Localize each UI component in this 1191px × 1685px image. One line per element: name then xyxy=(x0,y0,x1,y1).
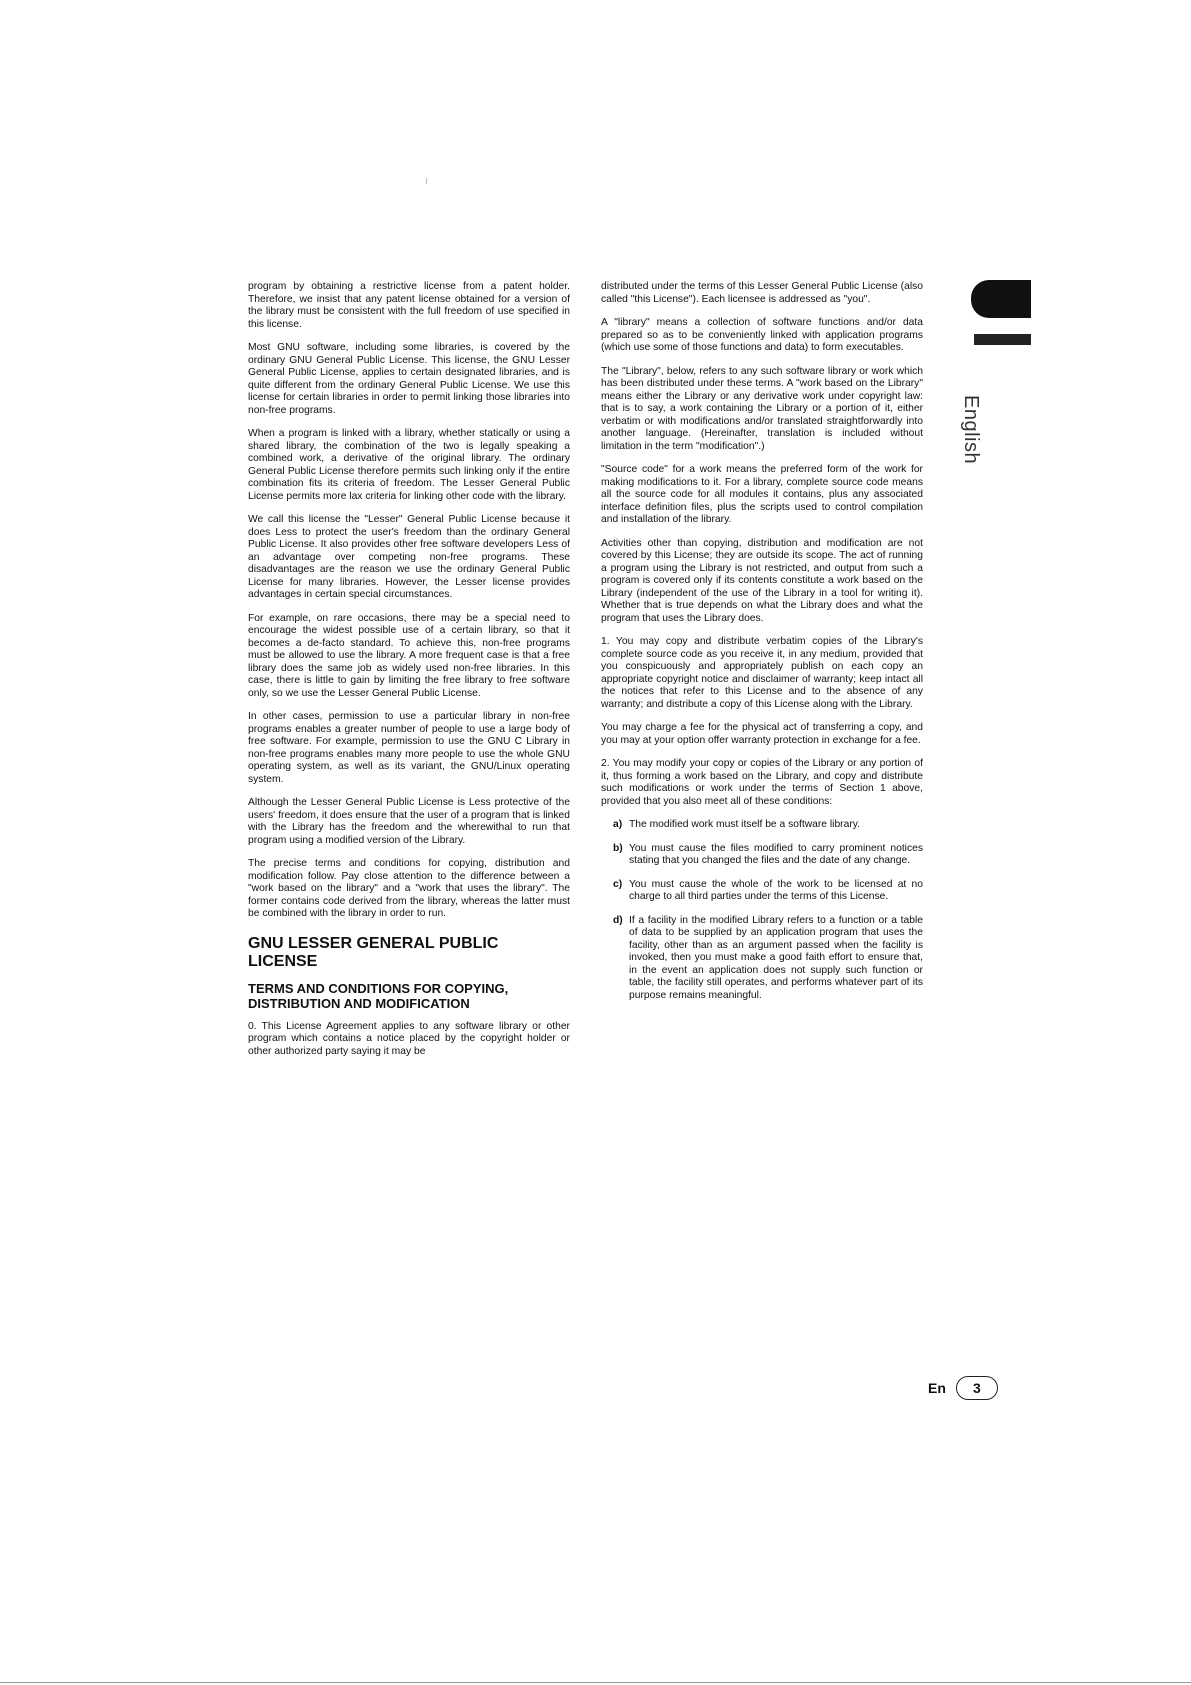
section-bar-marker xyxy=(974,334,1031,345)
paragraph: 1. You may copy and distribute verbatim copies of the Library's complete source code as you receive it, in any medium, provided that you conspicuously and appropriately publish on each copy an appropriate copyright notice and disclaimer of warranty; keep intact all the notices that refer to this License and to the absence of any warranty; and distribute a copy of this License along with the Library. xyxy=(601,636,923,710)
list-item xyxy=(601,843,923,868)
paragraph: When a program is linked with a library, whether statically or using a shared library, the combination of the two is legally speaking a combined work, a derivative of the original library. The ordinary General Public License therefore permits such linking only if the entire combination fits its criteria of freedom. The Lesser General Public License permits more lax criteria for linking other code with the library. xyxy=(248,428,570,502)
condition-label: a) xyxy=(613,819,623,830)
list-item xyxy=(601,819,923,832)
paragraph: You may charge a fee for the physical act of transferring a copy, and you may at your option offer warranty protection in exchange for a fee. xyxy=(601,722,923,746)
paragraph: The "Library", below, refers to any such software library or work which has been distributed under these terms. A "work based on the Library" means either the Library or any derivative work under copyright law: that is to say, a work containing the Library or a portion of it, either verbatim or with modifications and/or translated straightforwardly into another language. (Hereinafter, translation is included without limitation in the term "modification".) xyxy=(601,365,923,452)
paragraph: In other cases, permission to use a particular library in non-free programs enables a greater number of people to use a large body of free software. For example, permission to use the GNU C Library in non-free programs enables many more people to use the whole GNU operating system, as well as its variant, the GNU/Linux operating system. xyxy=(248,711,570,785)
page-number: 3 xyxy=(956,1376,998,1400)
paragraph: Activities other than copying, distribution and modification are not covered by this License; they are outside its scope. The act of running a program using the Library is not restricted, and output from such a program is covered only if its contents constitute a work based on the Library (independent of the use of the Library in a tool for writing it). Whether that is true depends on what the Library does and what the program that uses the Library does. xyxy=(601,537,923,624)
conditions-list xyxy=(601,819,923,1002)
paragraph: "Source code" for a work means the preferred form of the work for making modifications to it. For a library, complete source code means all the source code for all modules it contains, plus any associated interface definition files, plus the scripts used to control compilation and installation of the library. xyxy=(601,464,923,525)
condition-label: c) xyxy=(613,878,623,890)
list-item xyxy=(601,915,923,1003)
paragraph: 2. You may modify your copy or copies of the Library or any portion of it, thus forming a work based on the Library, and copy and distribute such modifications or work under the terms of Section 1 above, provided that you also meet all of these conditions: xyxy=(601,758,923,807)
list-item xyxy=(601,879,923,904)
section-tab-marker xyxy=(971,280,1031,318)
condition-label: d) xyxy=(613,914,623,926)
right-column xyxy=(601,281,923,1013)
paragraph: program by obtaining a restrictive license from a patent holder. Therefore, we insist that any patent license obtained for a version of the library must be consistent with the full freedom of use specified in this license. xyxy=(248,281,570,330)
condition-text: The modified work must itself be a software library. xyxy=(629,819,861,830)
condition-text: You must cause the whole of the work to be licensed at no charge to all third parties under the terms of this License. xyxy=(629,878,923,902)
terms-subheading: TERMS AND CONDITIONS FOR COPYING, DISTRIBUTION AND MODIFICATION xyxy=(248,980,509,1011)
left-column xyxy=(248,281,570,1069)
page-footer xyxy=(928,1376,998,1400)
paragraph: A "library" means a collection of software functions and/or data prepared so as to be conveniently linked with application programs (which use some of those functions and data) to form executables. xyxy=(601,317,923,353)
condition-text: You must cause the files modified to carry prominent notices stating that you changed the files and the date of any change. xyxy=(629,842,923,866)
paragraph: For example, on rare occasions, there may be a special need to encourage the widest possible use of a certain library, so that it becomes a de-facto standard. To achieve this, non-free programs must be allowed to use the library. A more frequent case is that a free library does the same job as widely used non-free libraries. In this case, there is little to gain by limiting the free library to free software only, so we use the Lesser General Public License. xyxy=(248,612,570,699)
paragraph: We call this license the "Lesser" General Public License because it does Less to protect the user's freedom than the ordinary General Public License. It also provides other free software developers Less of an advantage over competing non-free programs. These disadvantages are the reason we use the ordinary General Public License for many libraries. However, the Lesser license provides advantages in certain special circumstances. xyxy=(248,514,570,600)
paragraph: Most GNU software, including some libraries, is covered by the ordinary GNU General Public License. This license, the GNU Lesser General Public License, applies to certain designated libraries, and is quite different from the ordinary General Public License. We use this license for certain libraries in order to permit linking those libraries into non-free programs. xyxy=(248,342,570,416)
footer-lang-code: En xyxy=(928,1380,946,1396)
language-label: English xyxy=(960,395,982,465)
bottom-rule xyxy=(0,1682,1191,1683)
condition-text: If a facility in the modified Library refers to a function or a table of data to be supplied by an application program that uses the facility, other than as an argument passed when the facility is invoked, then you must make a good faith effort to ensure that, in the event an application does not supply such function or table, the facility still operates, and performs whatever part of its purpose remains meaningful. xyxy=(629,914,923,1001)
paragraph: Although the Lesser General Public License is Less protective of the users' freedom, it does ensure that the user of a program that is linked with the Library has the freedom and the wherewithal to run that program using a modified version of the Library. xyxy=(248,797,570,846)
paragraph: The precise terms and conditions for copying, distribution and modification follow. Pay close attention to the difference between a "work based on the library" and a "work that uses the library". The former contains code derived from the library, whereas the latter must be combined with the library in order to run. xyxy=(248,858,570,919)
paragraph: distributed under the terms of this Lesser General Public License (also called "this License"). Each licensee is addressed as "you". xyxy=(601,281,923,305)
condition-label: b) xyxy=(613,842,623,854)
crop-mark xyxy=(426,178,427,184)
license-heading: GNU LESSER GENERAL PUBLIC LICENSE xyxy=(248,934,499,970)
paragraph: 0. This License Agreement applies to any software library or other program which contains a notice placed by the copyright holder or other authorized party saying it may be xyxy=(248,1020,570,1057)
